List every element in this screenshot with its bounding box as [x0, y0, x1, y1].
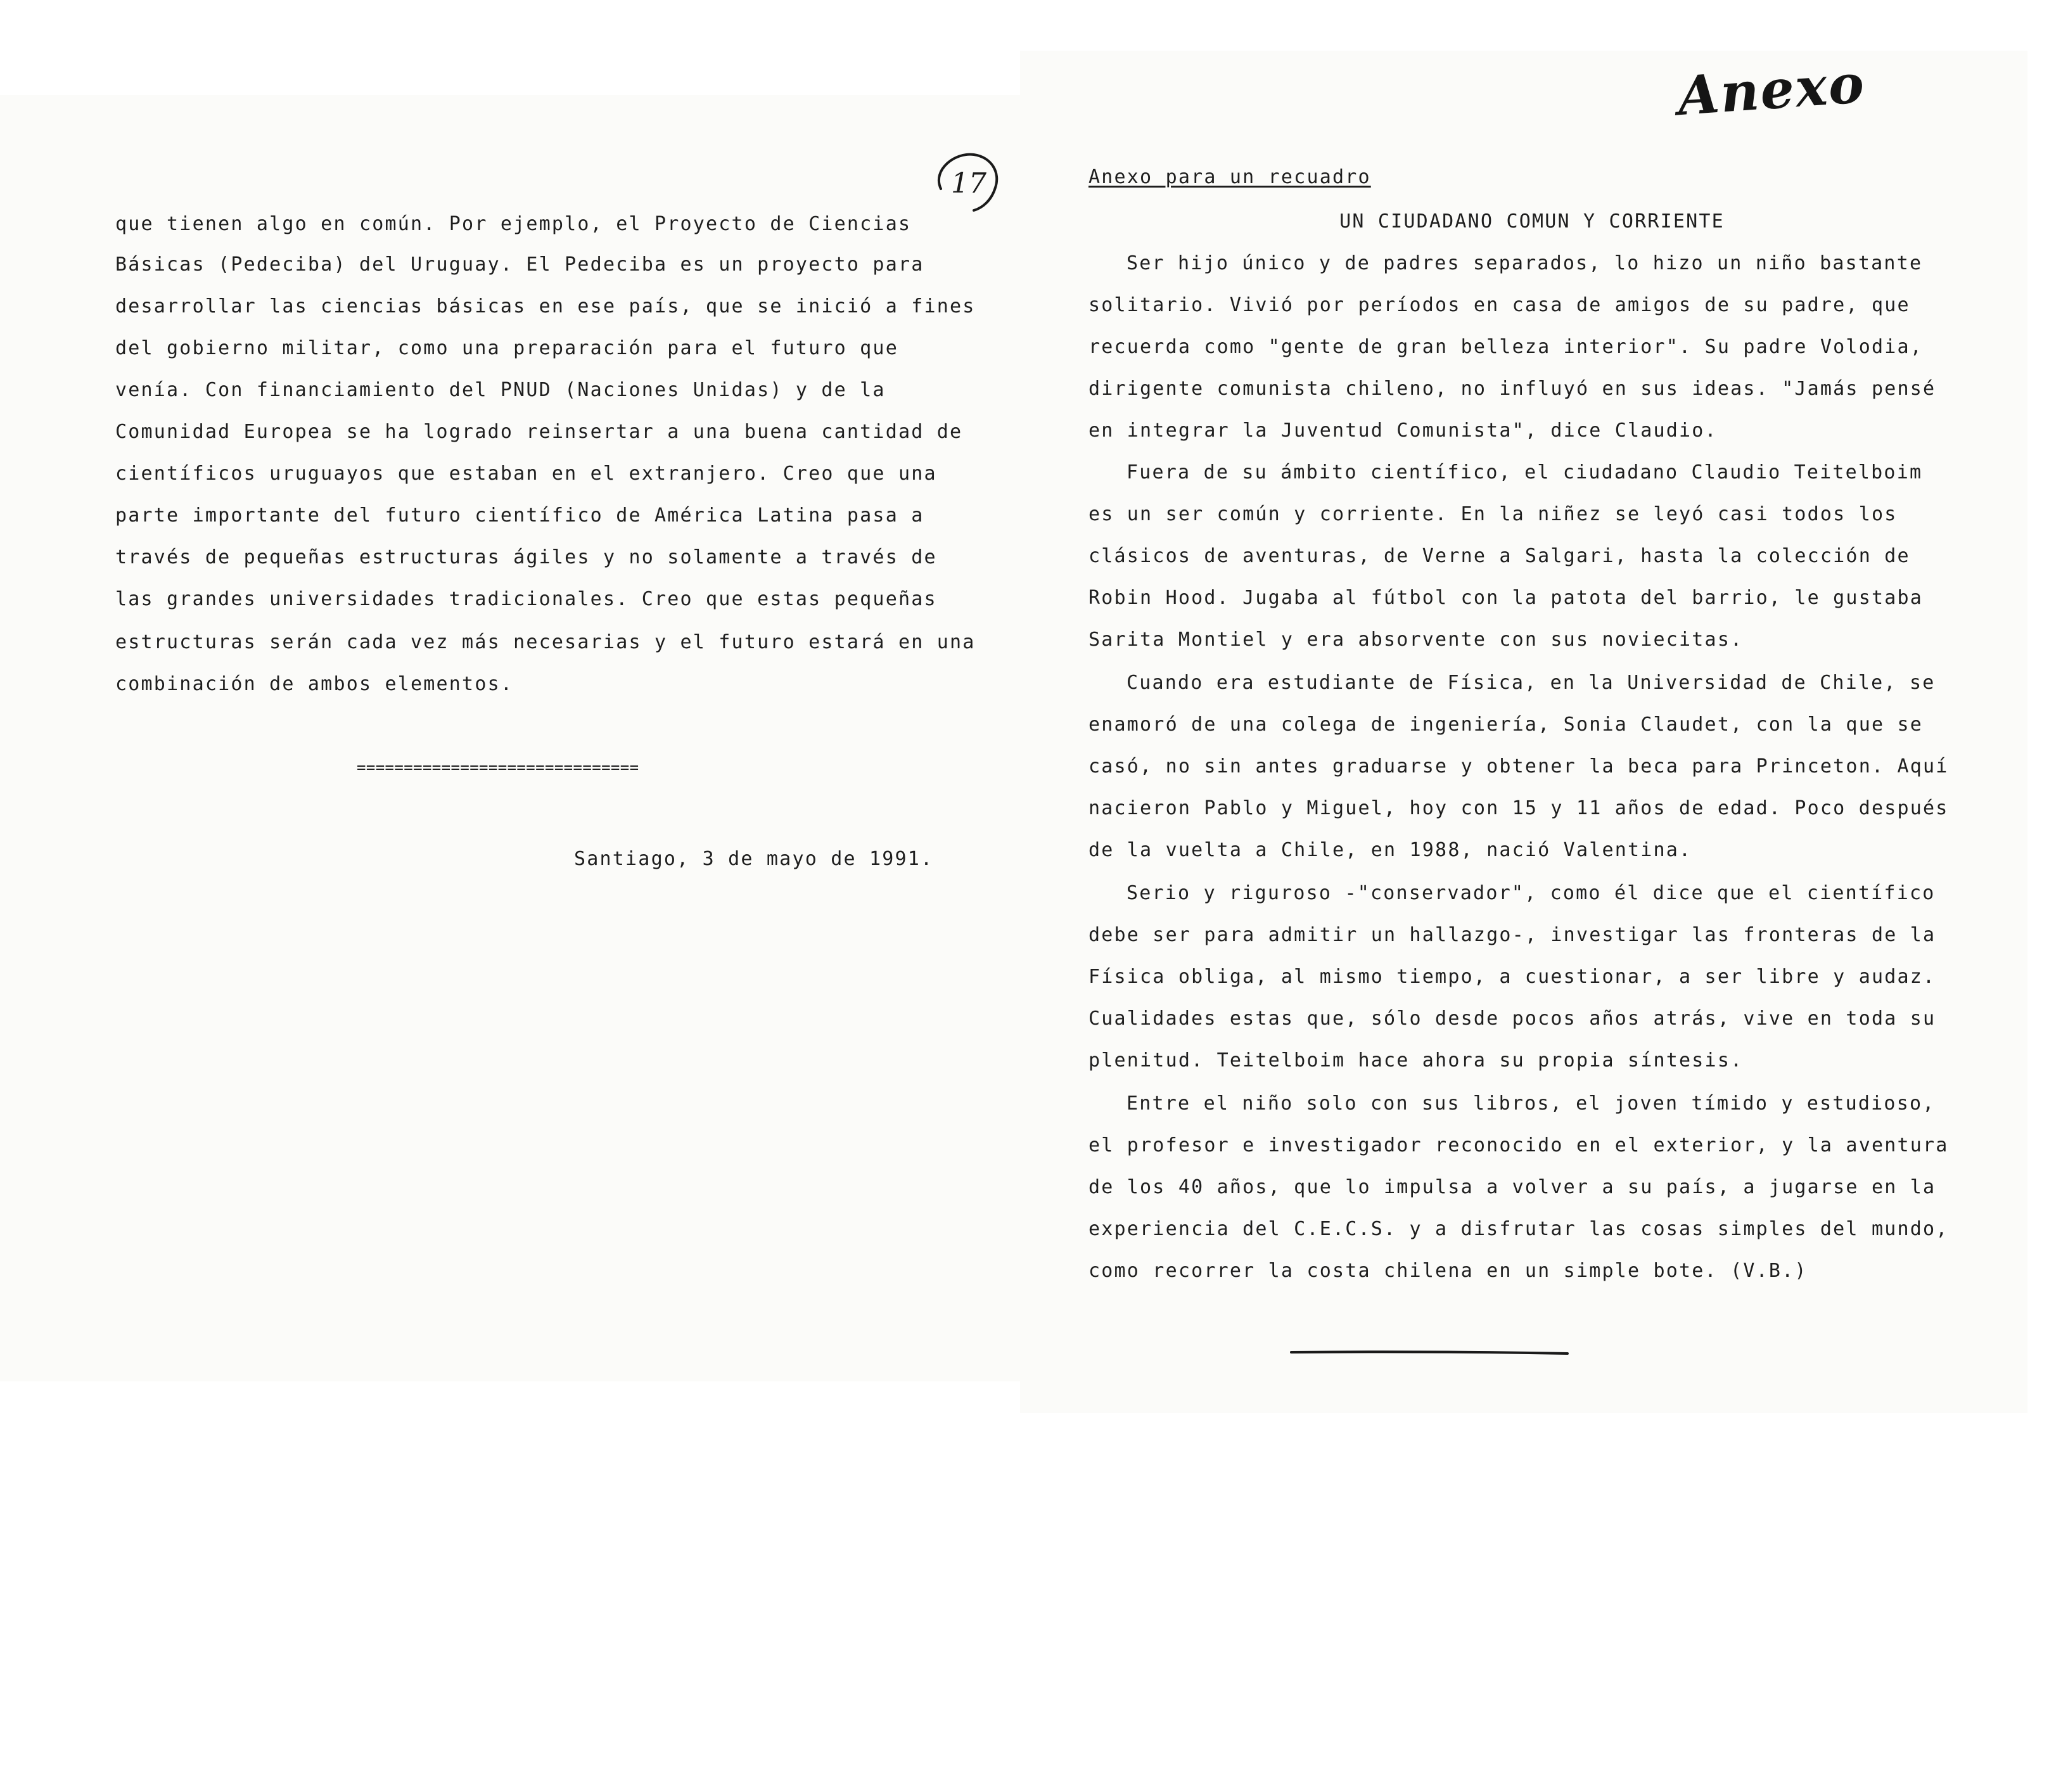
left-text-line: desarrollar las ciencias básicas en ese país, que se inició a fines [115, 295, 976, 317]
right-text-line: recuerda como "gente de gran belleza interior". Su padre Volodia, [1088, 336, 1923, 358]
right-text-line: debe ser para admitir un hallazgo-, investigar las fronteras de la [1088, 924, 1936, 946]
right-text-line: casó, no sin antes graduarse y obtener la beca para Princeton. Aquí [1088, 755, 1949, 778]
right-text-line: como recorrer la costa chilena en un simple bote. (V.B.) [1088, 1260, 1808, 1282]
left-text-line: científicos uruguayos que estaban en el extranjero. Creo que una [115, 463, 937, 485]
right-text-line: clásicos de aventuras, de Verne a Salgari, hasta la colección de [1088, 545, 1910, 567]
right-text-line: enamoró de una colega de ingeniería, Sonia Claudet, con la que se [1088, 714, 1923, 736]
right-text-line: solitario. Vivió por períodos en casa de amigos de su padre, que [1088, 294, 1910, 316]
left-text-line: través de pequeñas estructuras ágiles y no solamente a través de [115, 546, 937, 568]
handwritten-annotation: Anexo [1675, 51, 1867, 128]
right-text-line: Sarita Montiel y era absorvente con sus noviecitas. [1088, 629, 1744, 651]
right-text-line: de los 40 años, que lo impulsa a volver a su país, a jugarse en la [1088, 1176, 1936, 1198]
right-text-line: plenitud. Teitelboim hace ahora su propia síntesis. [1088, 1049, 1744, 1072]
left-text-line: estructuras serán cada vez más necesarias y el futuro estará en una [115, 631, 976, 653]
left-text-line: combinación de ambos elementos. [115, 673, 514, 695]
closing-rule [1290, 1350, 1569, 1355]
right-text-line: Entre el niño solo con sus libros, el joven tímido y estudioso, [1127, 1092, 1936, 1115]
separator-line: ============================== [357, 758, 639, 776]
article-title: UN CIUDADANO COMUN Y CORRIENTE [1339, 210, 1725, 233]
left-text-line: parte importante del futuro científico de América Latina pasa a [115, 504, 924, 527]
right-text-line: Física obliga, al mismo tiempo, a cuestionar, a ser libre y audaz. [1088, 966, 1936, 988]
section-heading: Anexo para un recuadro [1088, 166, 1371, 188]
right-text-line: Robin Hood. Jugaba al fútbol con la patota del barrio, le gustaba [1088, 587, 1923, 609]
right-text-line: dirigente comunista chileno, no influyó en sus ideas. "Jamás pensé [1088, 378, 1936, 400]
left-text-line: las grandes universidades tradicionales. Creo que estas pequeñas [115, 588, 937, 610]
left-text-line: Comunidad Europea se ha logrado reinsertar a una buena cantidad de [115, 421, 963, 443]
left-text-line: del gobierno militar, como una preparación para el futuro que [115, 337, 898, 359]
right-text-line: experiencia del C.E.C.S. y a disfrutar las cosas simples del mundo, [1088, 1218, 1949, 1240]
right-text-line: Ser hijo único y de padres separados, lo hizo un niño bastante [1127, 252, 1923, 274]
right-text-line: Cuando era estudiante de Física, en la Universidad de Chile, se [1127, 672, 1936, 694]
right-text-line: Cualidades estas que, sólo desde pocos años atrás, vive en toda su [1088, 1008, 1936, 1030]
page-number-text: 17 [951, 167, 986, 200]
left-text-line: que tienen algo en común. Por ejemplo, el Proyecto de Ciencias [115, 213, 912, 235]
right-text-line: es un ser común y corriente. En la niñez se leyó casi todos los [1088, 503, 1898, 525]
left-text-line: Básicas (Pedeciba) del Uruguay. El Pedeciba es un proyecto para [115, 253, 924, 276]
date-line: Santiago, 3 de mayo de 1991. [574, 848, 934, 870]
right-text-line: en integrar la Juventud Comunista", dice Claudio. [1088, 419, 1718, 442]
left-text-line: venía. Con financiamiento del PNUD (Naciones Unidas) y de la [115, 379, 886, 401]
right-text-line: el profesor e investigador reconocido en el exterior, y la aventura [1088, 1134, 1949, 1156]
page-number-stamp [929, 151, 1003, 218]
right-text-line: nacieron Pablo y Miguel, hoy con 15 y 11 años de edad. Poco después [1088, 797, 1949, 819]
right-text-line: de la vuelta a Chile, en 1988, nació Valentina. [1088, 839, 1692, 861]
right-text-line: Serio y riguroso -"conservador", como él dice que el científico [1127, 882, 1936, 904]
left-page-sheet [0, 95, 1020, 1381]
right-text-line: Fuera de su ámbito científico, el ciudadano Claudio Teitelboim [1127, 461, 1923, 483]
